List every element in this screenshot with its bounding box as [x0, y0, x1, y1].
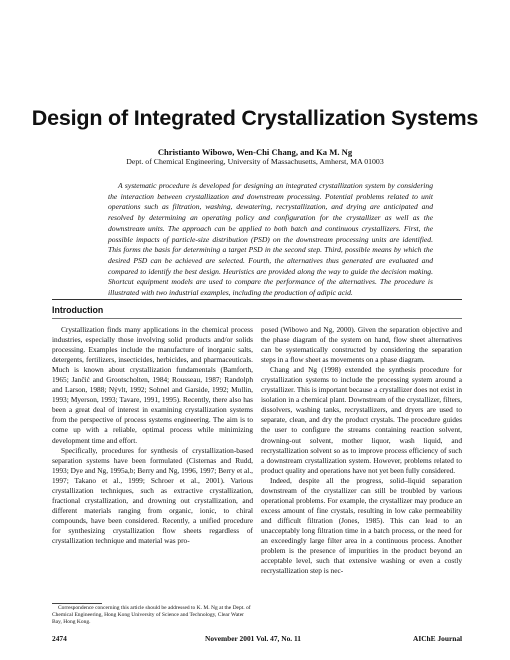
author-list: Christianto Wibowo, Wen-Chi Chang, and Ka M. Ng [157, 147, 353, 157]
author-affiliation: Dept. of Chemical Engineering, University of Massachusetts, Amherst, MA 01003 [126, 157, 384, 166]
body-column-left [52, 325, 253, 546]
page-number: 2474 [52, 634, 67, 643]
section-heading: Introduction [52, 305, 104, 315]
correspondence-footnote: Correspondence concerning this article should be addressed to K. M. Ng at the Dept. of Chemical Engineering, Hong Kong University of Science and Technology, Clear Water Bay, Hong Kong. [52, 605, 251, 625]
paragraph: Indeed, despite all the progress, solid–liquid separation downstream of the crystallizer can still be troubled by various operational problems. For example, the crystallizer may produce an excess amount of fine crystals, resulting in low cake permeability and difficult filtration (Jones, 1985). This can lead to an unacceptably long filtration time in a batch process, or the need for an exceedingly large filter area in a continuous process. Another problem is the presence of impurities in the product beyond an acceptable level, such that extensive washing or even a costly recrystallization step is nec- [261, 475, 462, 576]
section-divider-top [52, 299, 462, 300]
paragraph: Crystallization finds many applications in the chemical process industries, especially those involving solid products and/or solids processing. Examples include the manufacture of inorganic salts, detergents, fertilizers, insecticides, herbicides, and pharmaceuticals. Much is known about crystallization fundamentals (Bamforth, 1965; Jančić and Grootscholten, 1984; Rousseau, 1987; Randolph and Larson, 1988; Nývlt, 1992; Sohnel and Garside, 1992; Mullin, 1993; Myerson, 1993; Tavare, 1991, 1995). Recently, there also has been a great deal of interest in examining crystallization systems from the perspective of process systems engineering. The aim is to come up with a reliable, optimal process while minimizing development time and effort. [52, 325, 253, 445]
paragraph: Specifically, procedures for synthesis of crystallization-based separation systems have been formulated (Cisternas and Rudd, 1993; Dye and Ng, 1995a,b; Berry and Ng, 1996, 1997; Berry et al., 1997; Takano et al., 1999; Schroer et al., 2001). Various crystallization techniques, such as extractive crystallization, fractional crystallization, and drowning out crystallization, and different materials ranging from organic, ionic, to chiral compounds, have been considered. Recently, a unified procedure for synthesizing crystallization flow sheets regardless of crystallization technique and material was pro- [52, 445, 253, 545]
issue-info: November 2001 Vol. 47, No. 11 [205, 634, 301, 643]
paper-title: Design of Integrated Crystallization Systems [31, 106, 479, 130]
journal-name: AIChE Journal [413, 634, 463, 643]
paragraph: Chang and Ng (1998) extended the synthesis procedure for crystallization systems to include the processing system around a crystallizer. This is important because a crystallizer does not exist in isolation in a chemical plant. Downstream of the crystallizer, filters, dissolvers, washing tanks, recrystallizers, and dryers are used to separate, clean, and dry the product crystals. The procedure guides the user to configure the streams containing reaction solvent, drowning-out solvent, mother liquor, wash liquid, and recrystallization solvent so as to improve process efficiency of such a downstream crystallization system. However, problems related to product quality and operations have not yet been fully considered. [261, 365, 462, 475]
section-divider-bottom [52, 318, 462, 319]
paragraph: posed (Wibowo and Ng, 2000). Given the separation objective and the phase diagram of the system on hand, flow sheet alternatives can be systematically constructed by considering the separation steps in a flow sheet as movements on a phase diagram. [261, 325, 462, 365]
footnote-divider [52, 603, 102, 604]
abstract-text: A systematic procedure is developed for designing an integrated crystallization system by considering the interaction between crystallization and downstream processing. Potential problems related to unit operations such as filtration, washing, dewatering, recrystallization, and drying are anticipated and resolved by determining an operating policy and configuration for the crystallizer as well as the downstream units. The approach can be applied to both batch and continuous crystallizers. First, the possible impacts of particle-size distribution (PSD) on the downstream processing units are identified. This forms the basis for determining a target PSD in the second step. Third, possible means by which the desired PSD can be achieved are selected. Fourth, the alternatives thus generated are evaluated and compared to identify the best design. Heuristics are provided along the way to guide the decision making. Shortcut equipment models are used to compare the performance of the alternatives. The procedure is illustrated with two industrial examples, including the production of adipic acid. [108, 181, 433, 298]
body-column-right [261, 325, 462, 576]
